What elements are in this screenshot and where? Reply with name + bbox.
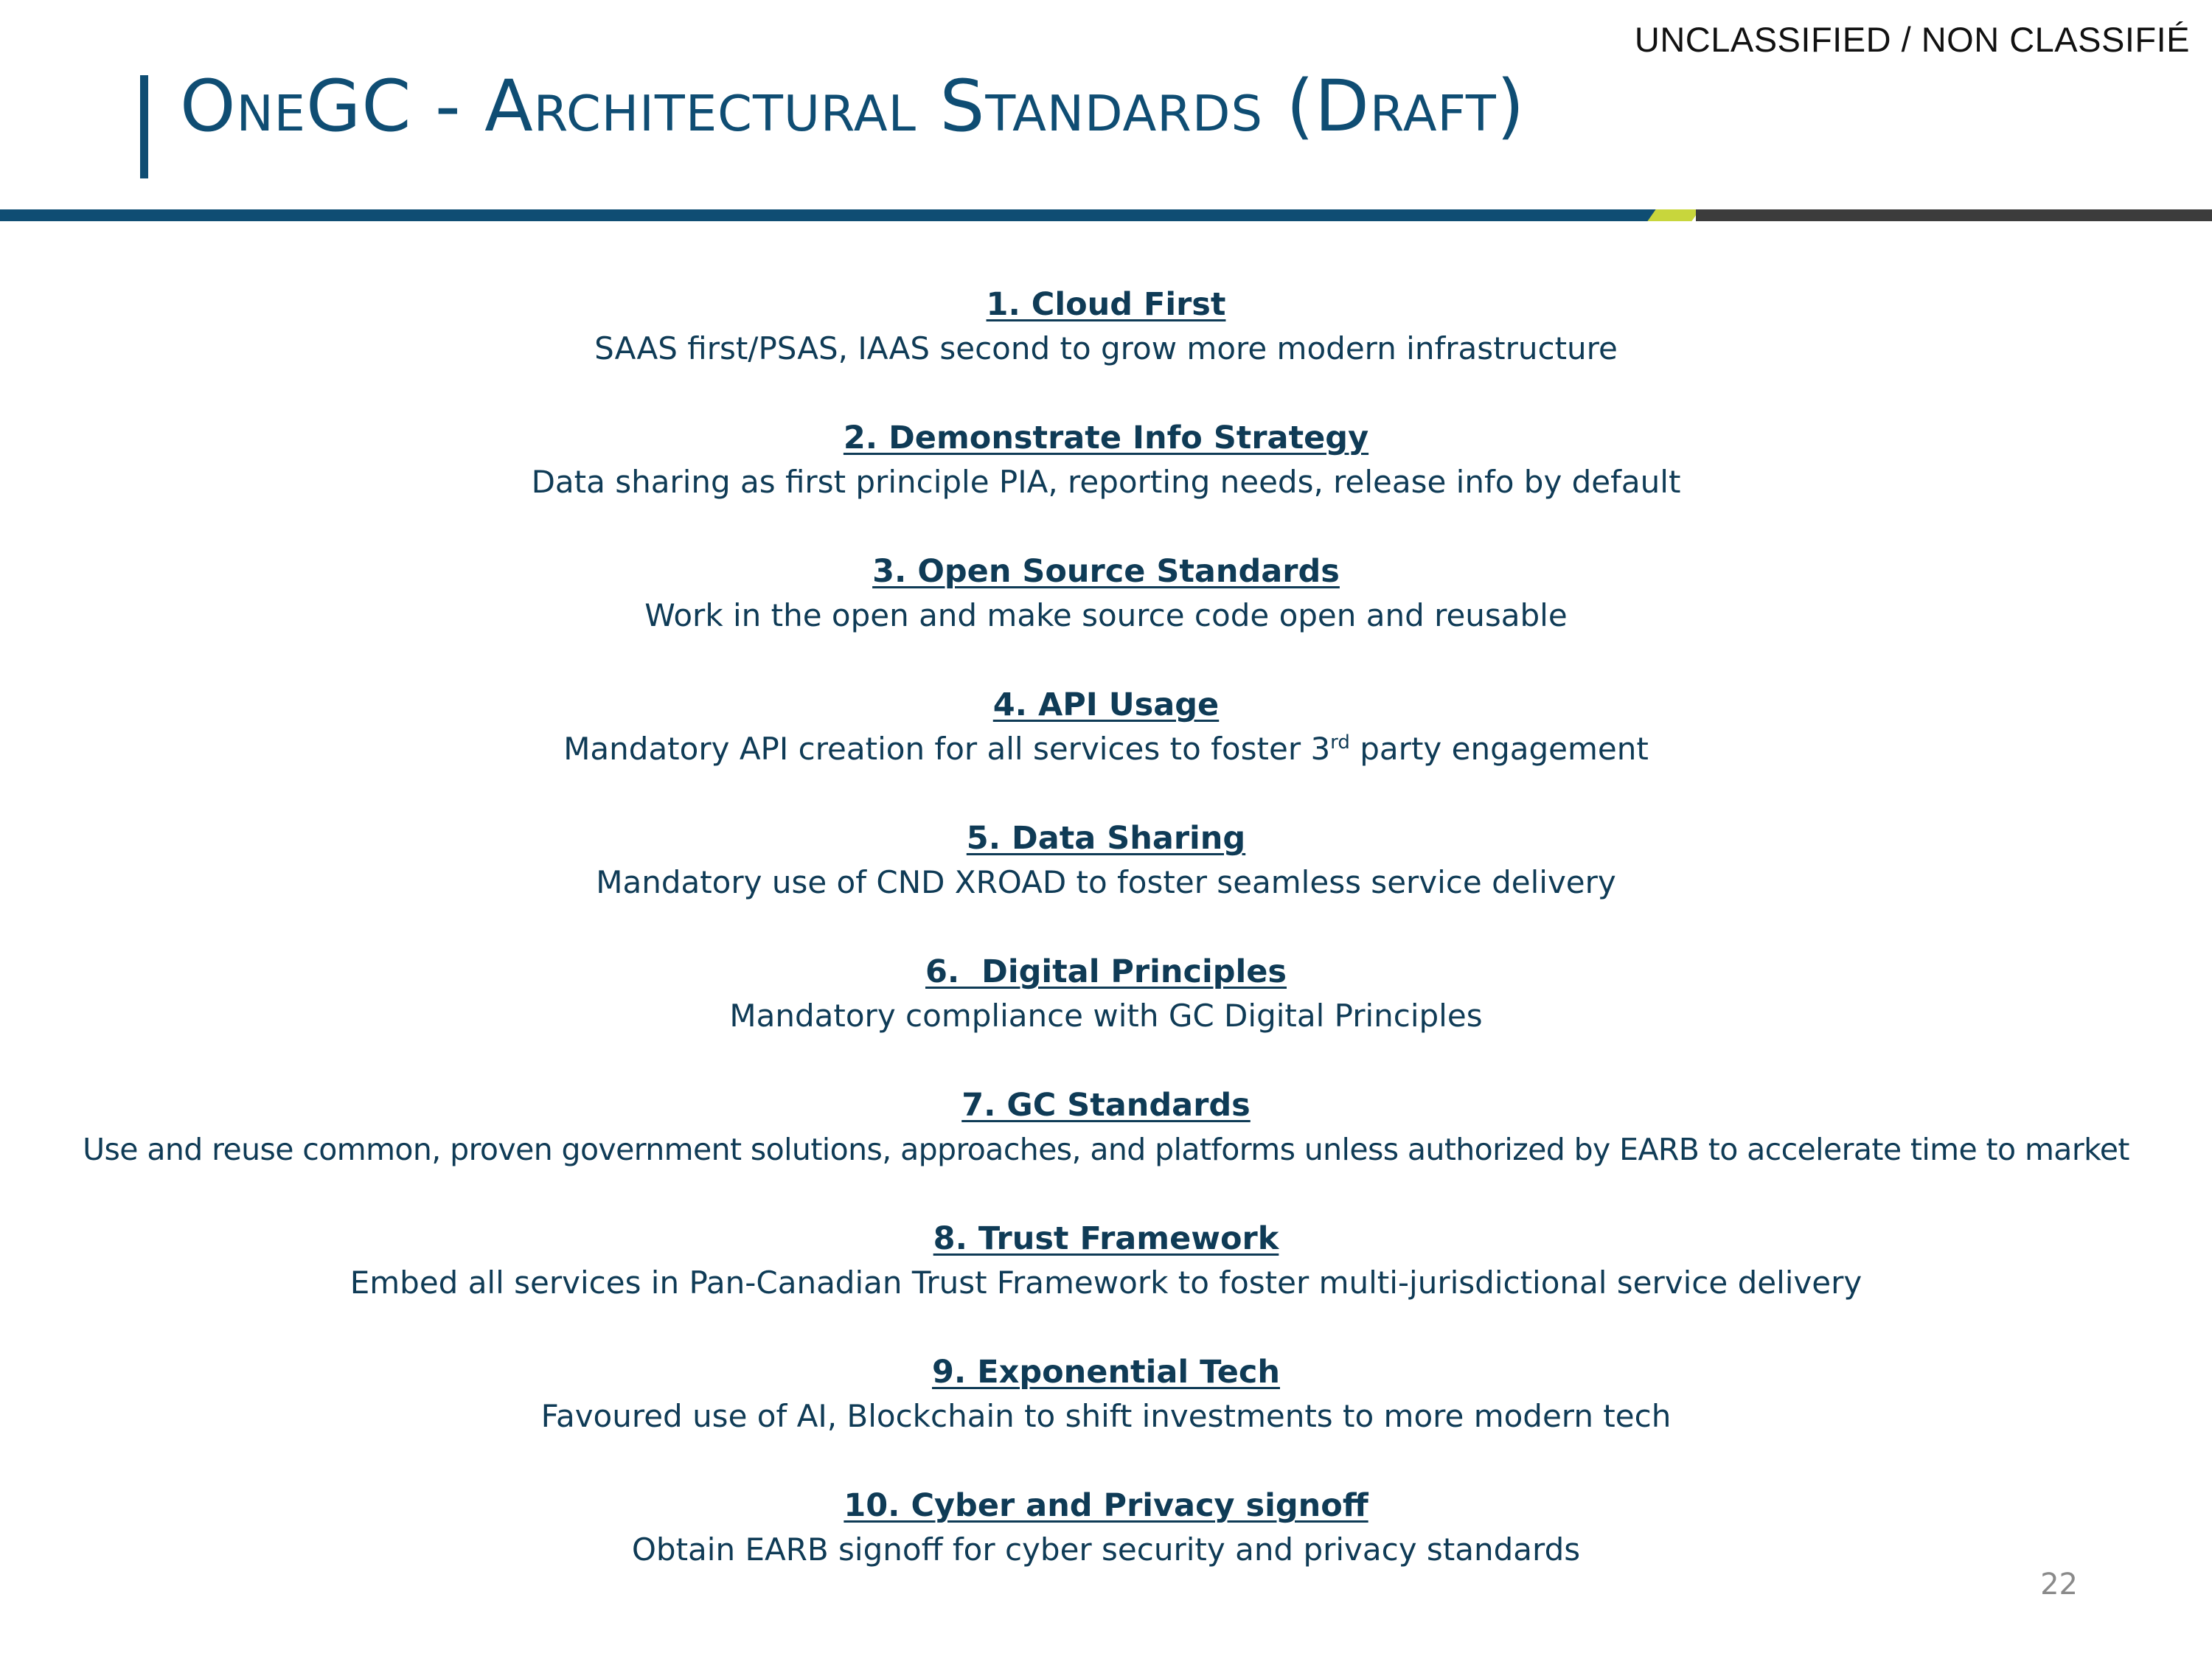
- list-item: [0, 550, 2212, 639]
- header-rule: [0, 209, 2212, 221]
- standard-description: [0, 726, 2212, 772]
- standard-heading: 2. Demonstrate Info Strategy: [843, 420, 1369, 456]
- standard-heading: 5. Data Sharing: [966, 820, 1246, 857]
- list-item: [0, 684, 2212, 772]
- standard-heading: 4. API Usage: [992, 686, 1220, 723]
- list-item: [0, 1351, 2212, 1439]
- list-item: [0, 1484, 2212, 1573]
- standard-heading: 10. Cyber and Privacy signoff: [844, 1487, 1368, 1524]
- standard-heading: 7. GC Standards: [961, 1087, 1251, 1124]
- description-text: Mandatory API creation for all services to foster 3: [563, 731, 1331, 767]
- standard-description: Embed all services in Pan-Canadian Trust Framework to foster multi-jurisdictional service delivery: [349, 1265, 1863, 1301]
- standard-description: Work in the open and make source code open and reusable: [644, 597, 1568, 633]
- standard-heading: 9. Exponential Tech: [932, 1354, 1280, 1391]
- header-rule-green-accent: [1647, 209, 1700, 221]
- standard-heading: 1. Cloud First: [986, 286, 1226, 323]
- page-number: 22: [2040, 1568, 2078, 1601]
- standard-heading: 8. Trust Framework: [933, 1220, 1279, 1257]
- header-rule-blue: [0, 209, 1665, 221]
- standard-description: Data sharing as first principle PIA, reporting needs, release info by default: [531, 464, 1681, 500]
- list-item: [0, 817, 2212, 905]
- classification-label: UNCLASSIFIED / NON CLASSIFIÉ: [1634, 20, 2190, 59]
- standard-description: Favoured use of AI, Blockchain to shift investments to more modern tech: [540, 1398, 1672, 1434]
- standards-list: [0, 283, 2212, 1618]
- description-text: party engagement: [1349, 731, 1649, 767]
- standard-description: Mandatory compliance with GC Digital Principles: [729, 998, 1483, 1034]
- list-item: [0, 283, 2212, 372]
- list-item: [0, 417, 2212, 505]
- standard-heading: 3. Open Source Standards: [872, 553, 1340, 590]
- standard-heading: 6. Digital Principles: [925, 953, 1287, 990]
- standard-description: SAAS first/PSAS, IAAS second to grow more modern infrastructure: [594, 330, 1618, 366]
- slide-title: OneGC - Architectural Standards (Draft): [180, 65, 1526, 147]
- list-item: [0, 950, 2212, 1039]
- standard-description: Use and reuse common, proven government solutions, approaches, and platforms unless authorized by EARB to accelerate time to market: [83, 1132, 2129, 1167]
- list-item: [0, 1217, 2212, 1306]
- ordinal-suffix: rd: [1330, 731, 1350, 754]
- standard-description: Obtain EARB signoff for cyber security and privacy standards: [631, 1531, 1581, 1568]
- header-rule-dark: [1696, 209, 2212, 221]
- list-item: [0, 1084, 2212, 1172]
- standard-description: Mandatory use of CND XROAD to foster seamless service delivery: [596, 864, 1616, 900]
- title-accent-bar: [140, 75, 148, 178]
